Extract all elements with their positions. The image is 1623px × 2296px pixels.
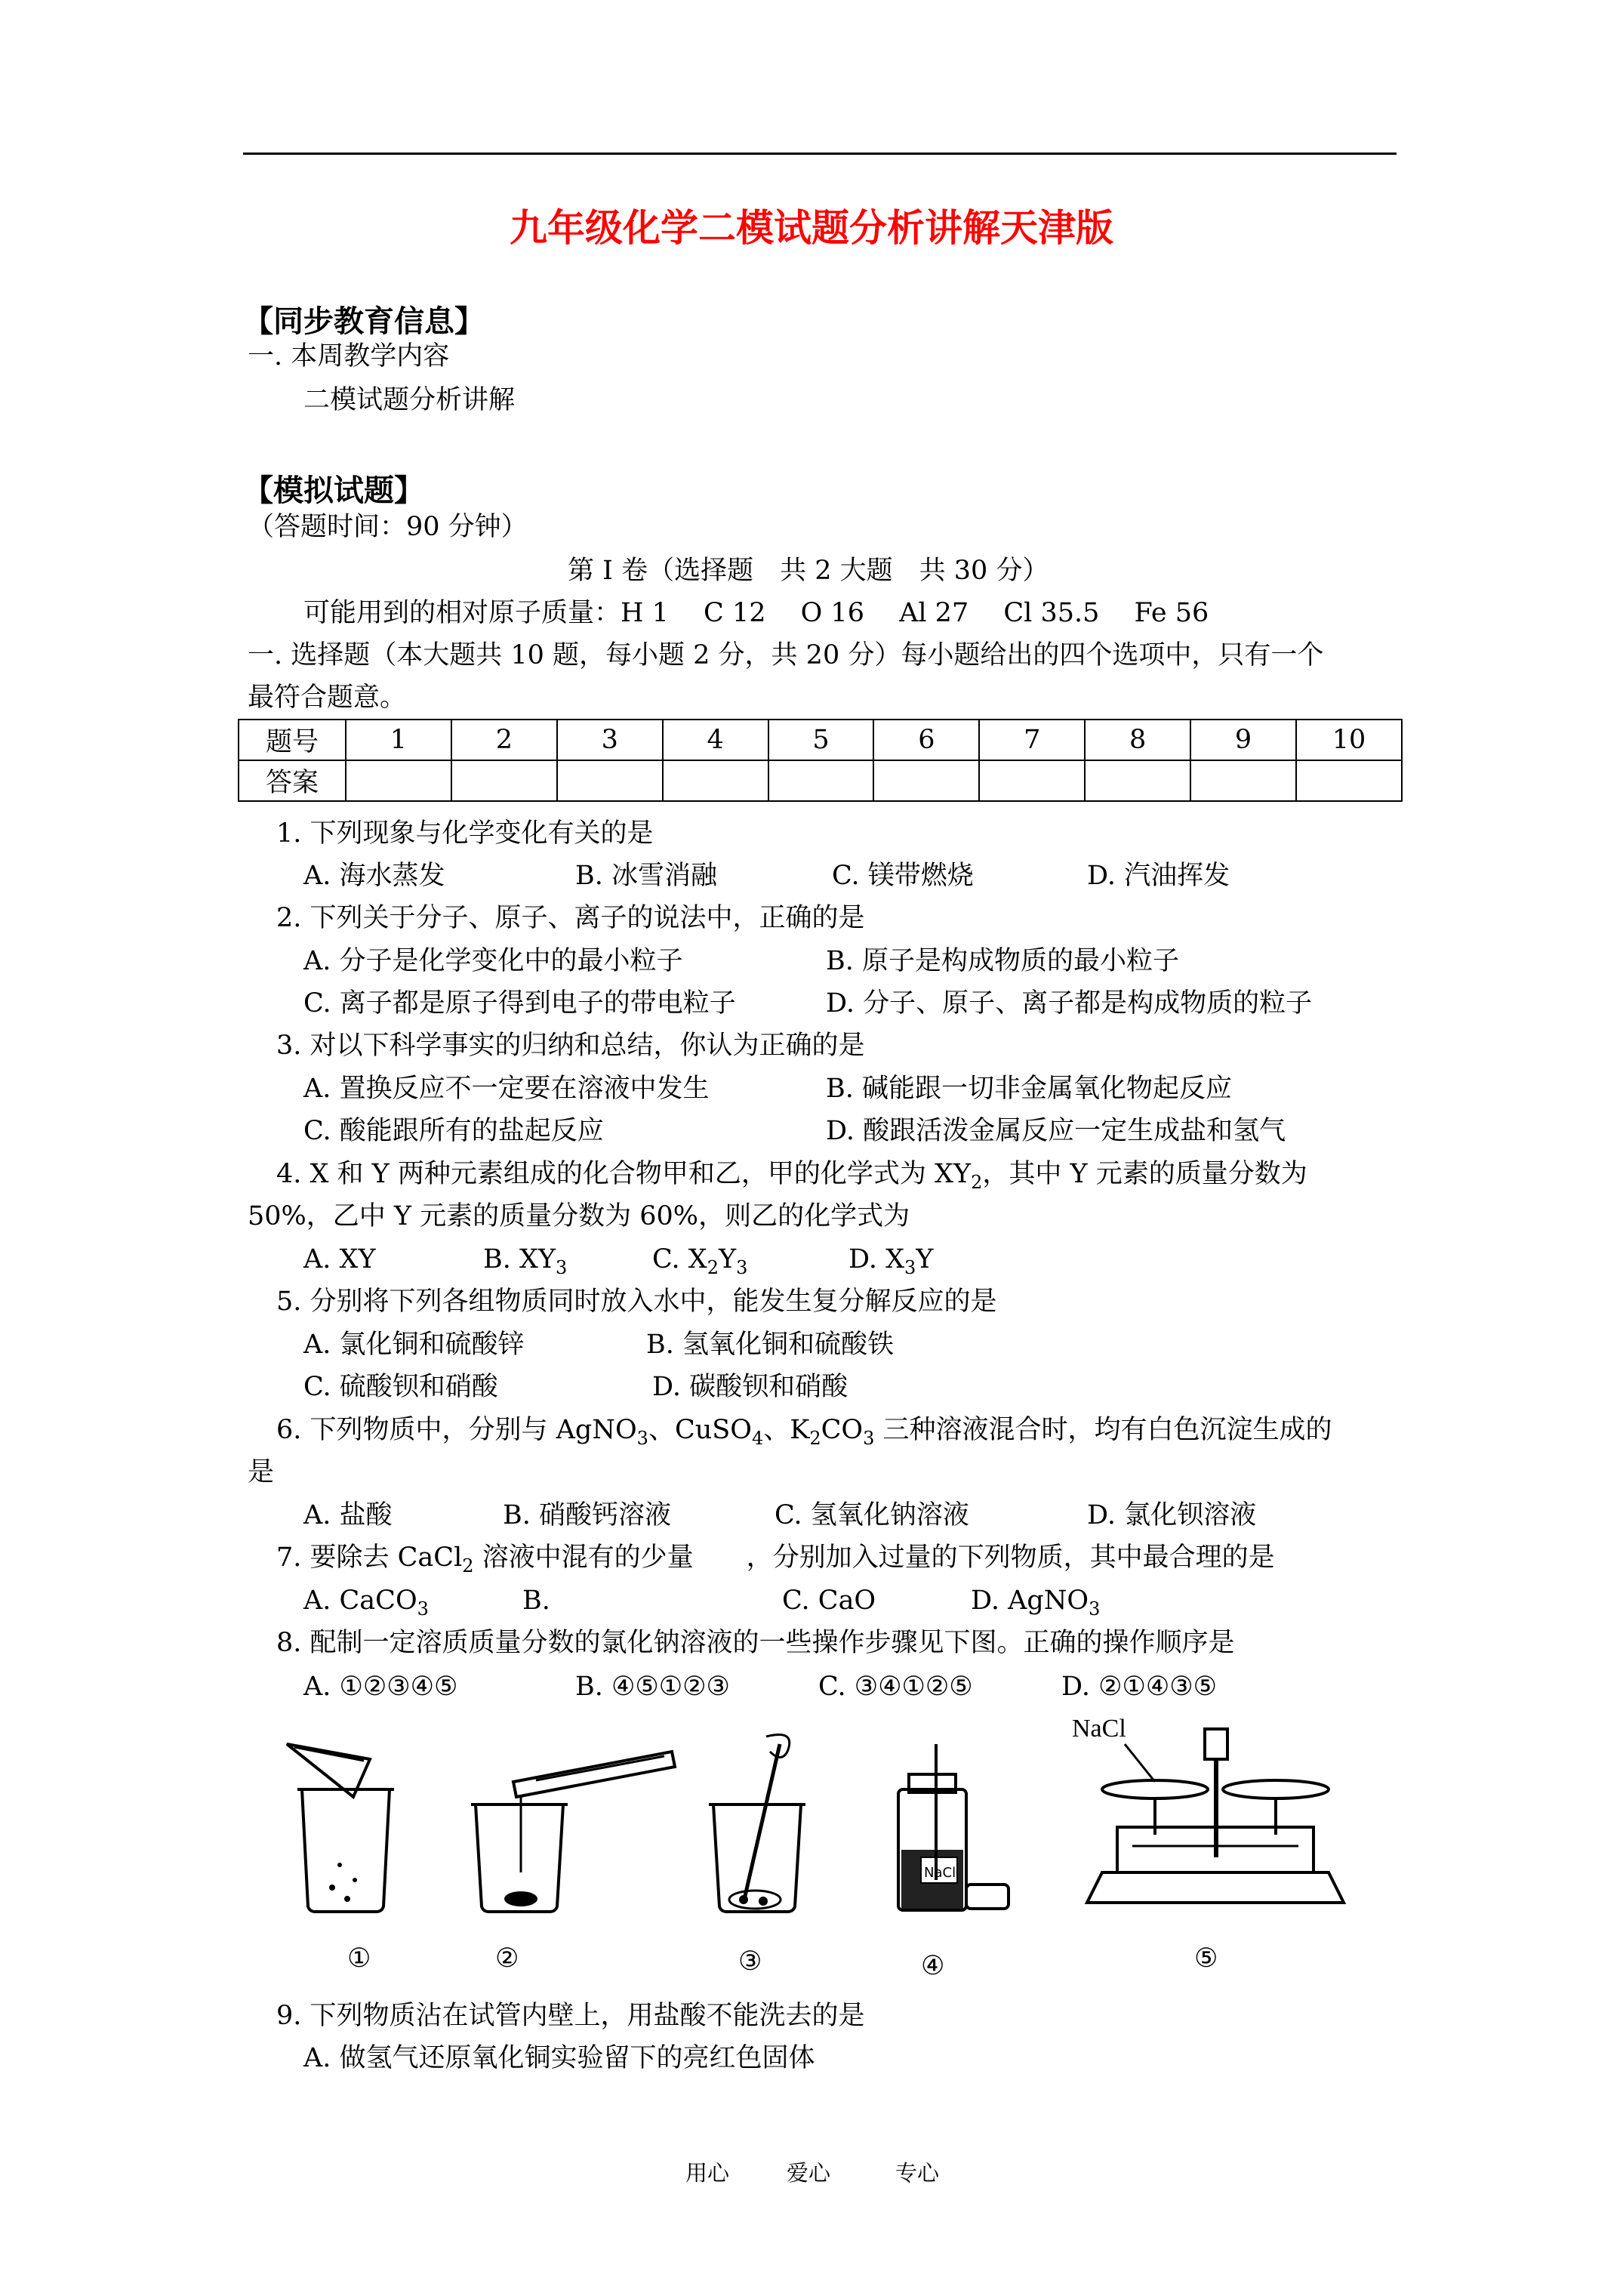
answer-cell[interactable] (557, 760, 663, 801)
q4-option-a: A. XY (303, 1244, 376, 1274)
section1-intro: 一. 选择题（本大题共 10 题，每小题 2 分，共 20 分）每小题给出的四个选项中，只有一个 (248, 640, 1324, 670)
answer-cell[interactable] (346, 760, 451, 801)
q5-option-c: C. 硫酸钡和硝酸 (303, 1372, 498, 1402)
q6-option-c: C. 氢氧化钠溶液 (775, 1500, 969, 1530)
q1-stem: 1. 下列现象与化学变化有关的是 (276, 818, 654, 849)
q7-option-c: C. CaO (782, 1586, 876, 1616)
q6-option-b: B. 硝酸钙溶液 (503, 1500, 671, 1530)
answer-table (238, 719, 1403, 802)
section-heading-mock: 【模拟试题】 (243, 473, 424, 508)
footer-text-3: 专心 (895, 2160, 940, 2186)
table-cell: 2 (451, 720, 557, 760)
q2-option-d: D. 分子、原子、离子都是构成物质的粒子 (826, 988, 1313, 1019)
q8-option-d: D. ②①④③⑤ (1061, 1672, 1217, 1702)
q3-option-c: C. 酸能跟所有的盐起反应 (303, 1116, 604, 1146)
jar-label: NaCl (924, 1865, 956, 1881)
beaker-pouring-solid-icon (279, 1737, 408, 1918)
answer-cell[interactable] (1085, 760, 1190, 801)
beaker-pouring-cylinder-icon (460, 1737, 679, 1918)
q7-stem: 7. 要除去 CaCl$_2$ 溶液中混有的少量 ，分别加入过量的下列物质，其中最合理的是 (276, 1542, 1275, 1576)
q6-option-d: D. 氯化钡溶液 (1087, 1500, 1257, 1530)
q2-stem: 2. 下列关于分子、原子、离子的说法中，正确的是 (276, 903, 865, 933)
answer-cell[interactable] (979, 760, 1085, 801)
section1-intro-cont: 最符合题意。 (248, 683, 407, 713)
q3-option-a: A. 置换反应不一定要在溶液中发生 (303, 1074, 710, 1104)
time-note: （答题时间：90 分钟） (248, 512, 528, 542)
q1-option-d: D. 汽油挥发 (1087, 861, 1230, 891)
atomic-mass-line: 可能用到的相对原子质量：H 1 C 12 O 16 Al 27 Cl 35.5 Fe 56 (303, 598, 1209, 628)
q8-stem: 8. 配制一定溶质质量分数的氯化钠溶液的一些操作步骤见下图。正确的操作顺序是 (276, 1628, 1235, 1658)
table-cell: 6 (873, 720, 979, 760)
table-cell: 8 (1085, 720, 1190, 760)
balance-scale-icon (1072, 1706, 1344, 1933)
figure-label-2: ② (495, 1943, 519, 1974)
answer-cell[interactable] (873, 760, 979, 801)
table-row (239, 760, 1402, 801)
figure-label-1: ① (347, 1943, 371, 1974)
q6-stem: 6. 下列物质中，分别与 AgNO$_3$、CuSO$_4$、$K_2CO_3$ 三种溶液混合时，均有白色沉淀生成的 (276, 1415, 1332, 1449)
answer-cell[interactable] (663, 760, 768, 801)
table-cell: 3 (557, 720, 663, 760)
q5-stem: 5. 分别将下列各组物质同时放入水中，能发生复分解反应的是 (276, 1287, 997, 1317)
q1-option-c: C. 镁带燃烧 (832, 861, 974, 891)
q4-stem: 4. X 和 Y 两种元素组成的化合物甲和乙，甲的化学式为 $XY_2$，其中 Y 元素的质量分数为 (276, 1159, 1307, 1193)
q5-option-b: B. 氢氧化铜和硫酸铁 (646, 1330, 894, 1360)
q4-option-c: C. $X_2Y_3$ (652, 1244, 748, 1278)
top-rule (243, 153, 1397, 155)
answer-cell[interactable] (1190, 760, 1296, 801)
reagent-bottle-spatula-icon (891, 1744, 1019, 1925)
q9-option-a: A. 做氢气还原氧化铜实验留下的亮红色固体 (303, 2043, 815, 2073)
footer-text-2: 爱心 (787, 2160, 831, 2186)
table-cell: 4 (663, 720, 768, 760)
page-title: 九年级化学二模试题分析讲解天津版 (510, 205, 1113, 250)
q2-option-c: C. 离子都是原子得到电子的带电粒子 (303, 988, 736, 1019)
answer-cell[interactable] (451, 760, 557, 801)
table-cell: 10 (1296, 720, 1402, 760)
q6-stem-cont: 是 (248, 1457, 275, 1487)
q2-option-b: B. 原子是构成物质的最小粒子 (826, 946, 1179, 976)
q3-stem: 3. 对以下科学事实的归纳和总结，你认为正确的是 (276, 1031, 865, 1061)
q7-option-d: D. AgNO$_3$ (971, 1586, 1101, 1620)
nacl-label: NaCl (1072, 1715, 1126, 1743)
q4-option-d: D. $X_3Y$ (848, 1244, 934, 1278)
answer-cell[interactable] (1296, 760, 1402, 801)
section-heading-sync: 【同步教育信息】 (243, 304, 485, 339)
q8-option-c: C. ③④①②⑤ (818, 1672, 973, 1702)
q9-stem: 9. 下列物质沾在试管内壁上，用盐酸不能洗去的是 (276, 2001, 865, 2031)
footer-text-1: 用心 (685, 2160, 730, 2186)
q5-option-a: A. 氯化铜和硫酸锌 (303, 1330, 525, 1360)
table-cell: 5 (768, 720, 874, 760)
q8-option-b: B. ④⑤①②③ (575, 1672, 730, 1702)
table-row (239, 720, 1402, 760)
q2-option-a: A. 分子是化学变化中的最小粒子 (303, 946, 683, 976)
beaker-stirring-icon (698, 1721, 812, 1918)
figure-label-3: ③ (738, 1946, 762, 1977)
q6-option-a: A. 盐酸 (303, 1500, 393, 1530)
figure-label-4: ④ (921, 1951, 945, 1981)
q8-option-a: A. ①②③④⑤ (303, 1672, 458, 1702)
q5-option-d: D. 碳酸钡和硝酸 (652, 1372, 848, 1402)
q3-option-d: D. 酸跟活泼金属反应一定生成盐和氢气 (826, 1116, 1286, 1146)
q7-option-b: B. (522, 1586, 550, 1616)
table-cell: 9 (1190, 720, 1296, 760)
table-cell: 7 (979, 720, 1085, 760)
teaching-content-heading: 一. 本周教学内容 (248, 341, 450, 371)
q1-option-b: B. 冰雪消融 (575, 861, 717, 891)
table-cell-label: 题号 (239, 720, 346, 760)
table-cell: 1 (346, 720, 451, 760)
volume-header: 第 I 卷（选择题 共 2 大题 共 30 分） (568, 556, 1049, 586)
q1-option-a: A. 海水蒸发 (303, 861, 445, 891)
teaching-content-text: 二模试题分析讲解 (303, 385, 516, 415)
figure-label-5: ⑤ (1194, 1943, 1218, 1974)
q3-option-b: B. 碱能跟一切非金属氧化物起反应 (826, 1074, 1232, 1104)
q4-stem-cont: 50%，乙中 Y 元素的质量分数为 60%，则乙的化学式为 (248, 1201, 910, 1231)
q7-option-a: A. CaCO$_3$ (303, 1586, 429, 1620)
table-cell-label: 答案 (239, 760, 346, 801)
q4-option-b: B. $XY_3$ (483, 1244, 568, 1278)
answer-cell[interactable] (768, 760, 874, 801)
